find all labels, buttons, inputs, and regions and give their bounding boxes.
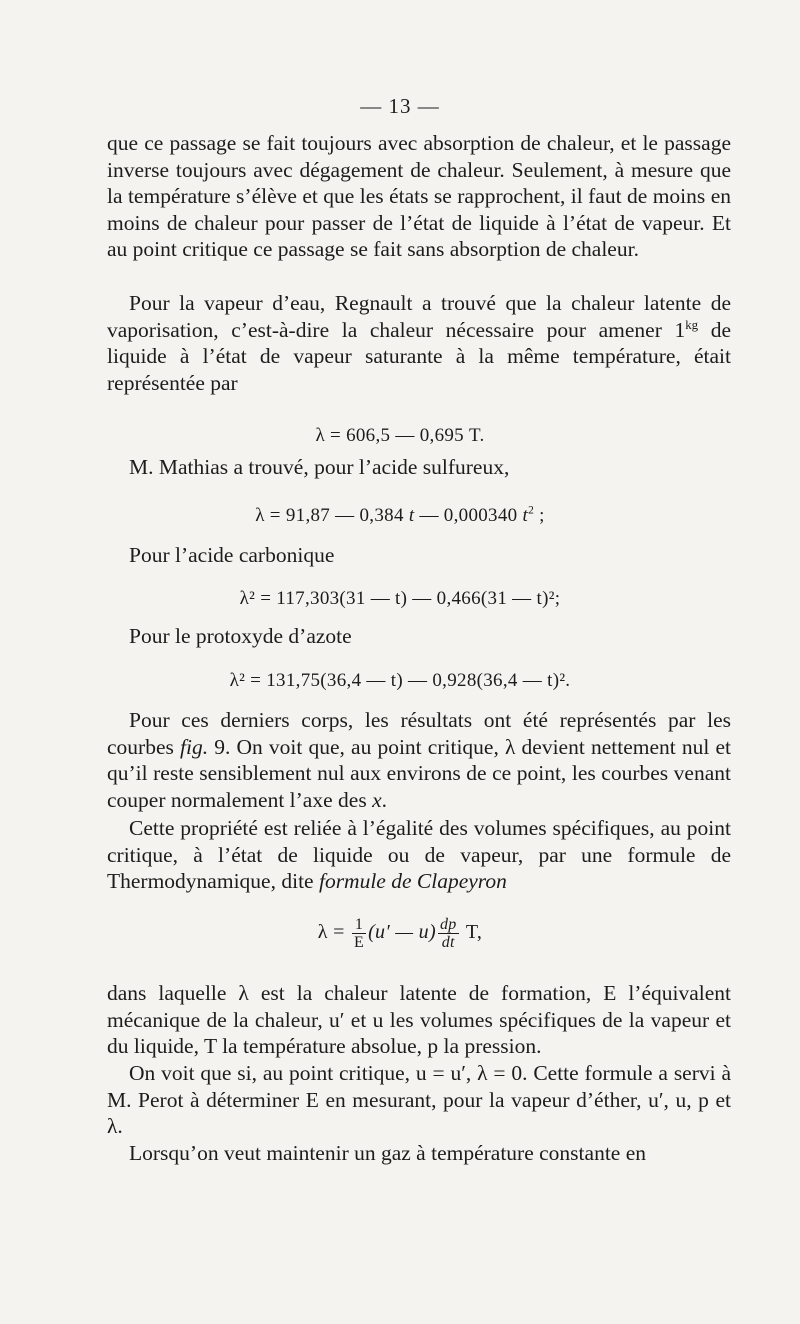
paragraph-6-fig: fig. <box>180 734 209 759</box>
eq2-part-a: λ = 91,87 — 0,384 <box>255 505 409 526</box>
paragraph-5: Pour le protoxyde d’azote <box>129 624 352 648</box>
eq5-frac2-den: dt <box>441 934 455 951</box>
eq5-frac1-den: E <box>353 934 365 951</box>
paragraph-7 <box>107 815 731 895</box>
paragraph-9: On voit que si, au point critique, u = u′, λ = 0. Cette formule a servi à M. Perot à déterminer E en mesurant, pour la vapeur d’éther, u′, u, p et λ. <box>107 1061 731 1138</box>
paragraph-6-x: x <box>372 787 382 812</box>
paragraph-3: M. Mathias a trouvé, pour l’acide sulfureux, <box>129 455 510 479</box>
eq5-lhs: λ = <box>317 921 350 944</box>
equation-regnault: λ = 606,5 — 0,695 T. <box>315 425 485 446</box>
paragraph-2-text-a: Pour la vapeur d’eau, Regnault a trouvé que la chaleur latente de vaporisation, c’est-à-dire la chaleur nécessaire pour amener 1 <box>107 291 731 342</box>
equation-carbonique: λ² = 117,303(31 — t) — 0,466(31 — t)²; <box>239 588 561 609</box>
page-number: — 13 — <box>360 94 440 118</box>
paragraph-7-formula-name: formule de Clapeyron <box>318 869 507 893</box>
equation-sulfureux <box>0 504 800 528</box>
eq2-exponent: 2 <box>528 504 535 517</box>
eq5-frac2-num: dp <box>439 916 457 933</box>
paragraph-2-unit: kg <box>685 317 699 332</box>
paragraph-2 <box>107 290 731 396</box>
eq5-fraction-1 <box>352 916 366 951</box>
paragraph-6-text-c: . <box>381 787 387 812</box>
paragraph-8: dans laquelle λ est la chaleur latente de formation, E l’équivalent mécanique de la chaleur, u′ et u les volumes spécifiques de la vapeur et du liquide, T la température absolue, p la pression. <box>107 981 731 1058</box>
paragraph-4: Pour l’acide carbonique <box>129 543 335 567</box>
eq2-part-b: — 0,000340 <box>414 505 523 526</box>
paragraph-2-text-b: de liquide à l’état de vapeur saturante à la même température, était représentée par <box>107 317 731 395</box>
eq2-part-c: ; <box>534 505 545 526</box>
eq5-end: T, <box>460 921 483 944</box>
eq5-frac1-num: 1 <box>352 916 366 934</box>
paragraph-7-text: Cette propriété est reliée à l’égalité des volumes spécifiques, au point critique, à l’état de liquide ou de vapeur, par une formule de Thermodynamique, dite <box>107 816 731 893</box>
eq5-mid: (u′ — u) <box>368 921 436 944</box>
equation-clapeyron <box>0 916 800 951</box>
eq5-fraction-2 <box>438 916 459 951</box>
eq2-t2: t <box>522 505 529 526</box>
paragraph-1: que ce passage se fait toujours avec absorption de chaleur, et le passage inverse toujours avec dégagement de chaleur. Seulement, à mesure que la température s’élève et que les états se rapprochent, il faut de moins en moins de chaleur pour passer de l’état de liquide à l’état de vapeur. Et au point critique ce passage se fait sans absorption de chaleur. <box>107 131 731 261</box>
paragraph-6-text-b: 9. On voit que, au point critique, λ devient nettement nul et qu’il reste sensiblement nul aux environs de ce point, les courbes venant couper normalement l’axe des <box>107 734 731 812</box>
paragraph-10: Lorsqu’on veut maintenir un gaz à température constante en <box>129 1141 646 1165</box>
paragraph-6 <box>107 707 731 813</box>
eq2-t1: t <box>408 505 415 526</box>
equation-azote: λ² = 131,75(36,4 — t) — 0,928(36,4 — t)². <box>229 670 571 691</box>
paragraph-6-text-a: Pour ces derniers corps, les résultats ont été représentés par les courbes <box>107 708 731 759</box>
